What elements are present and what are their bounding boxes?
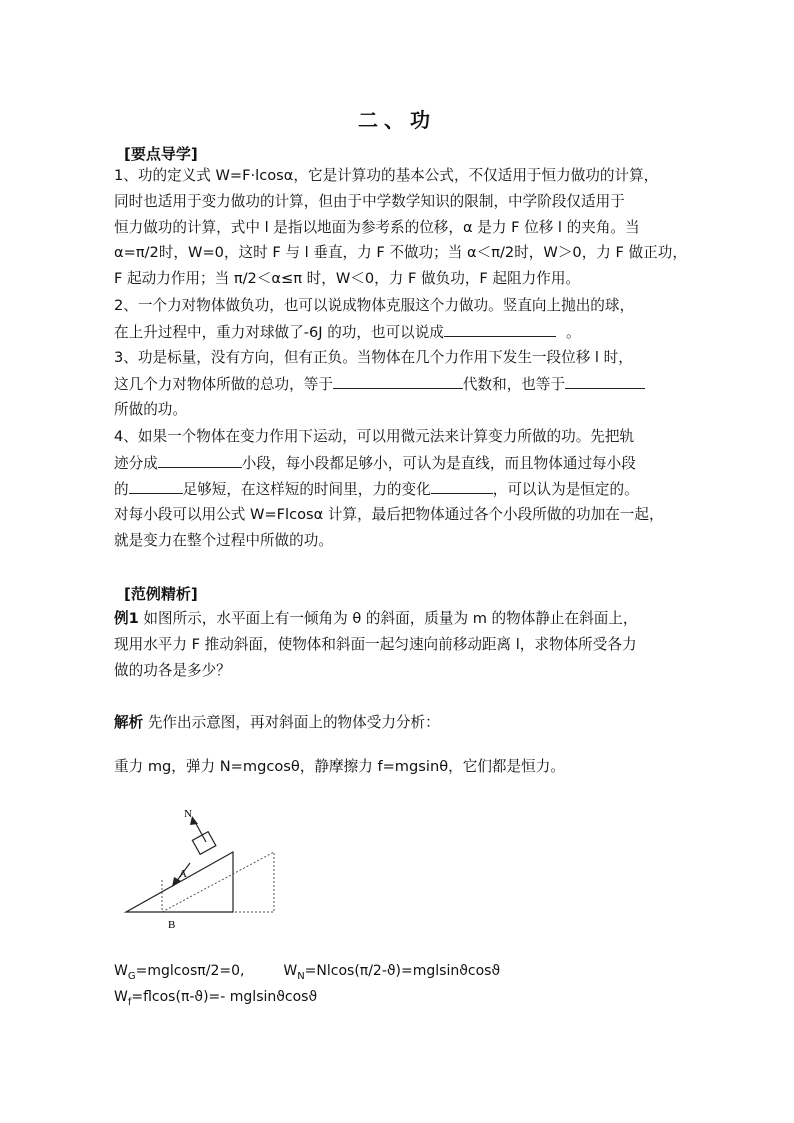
- formula-row-2: [114, 989, 317, 1008]
- guide-text: 在上升过程中，重力对球做了-6J 的功，也可以说成: [114, 324, 444, 341]
- wn-formula: [283, 963, 501, 982]
- formula-subscript: f: [127, 996, 132, 1008]
- guide-text: 代数和，也等于: [462, 376, 566, 393]
- guide-text: 这几个力对物体所做的总功，等于: [114, 376, 333, 393]
- solution-line-1: [114, 713, 440, 733]
- formula-subscript: G: [127, 970, 136, 982]
- guide-text: 小段，每小段都足够小，可认为是直线，而且物体通过每小段: [241, 455, 636, 472]
- guide-line-5: F 起动力作用；当 π/2＜α≤π 时，W＜0，力 F 做负功，F 起阻力作用。: [114, 270, 581, 287]
- guide-text: 足够短，在这样短的时间里，力的变化: [182, 481, 431, 498]
- guide-text: 。: [565, 324, 581, 341]
- example-line-1: [114, 609, 638, 629]
- section-heading-examples: [范例精析]: [124, 585, 198, 603]
- fill-blank[interactable]: [158, 453, 242, 468]
- wg-formula: [114, 963, 245, 982]
- formula-row-1: [114, 963, 500, 982]
- solution-label: 解析: [114, 714, 144, 731]
- guide-line-4: α=π/2时，W=0，这时 F 与 l 垂直，力 F 不做功；当 α＜π/2时，W＞0，力 F 做正功，: [114, 244, 687, 261]
- fill-blank[interactable]: [333, 374, 463, 389]
- formula-symbol: W: [114, 963, 128, 979]
- guide-line-3: 恒力做功的计算，式中 l 是指以地面为参考系的位移，α 是力 F 位移 l 的夹角。当: [114, 219, 640, 236]
- guide-text: 的: [114, 481, 129, 498]
- fill-blank[interactable]: [444, 322, 556, 337]
- example-label: 例1: [114, 610, 139, 627]
- formula-symbol: W: [283, 963, 298, 979]
- wf-formula: [114, 989, 318, 1008]
- example-line-3: 做的功各是多少？: [114, 662, 231, 679]
- guide-text: 迹分成: [114, 455, 158, 472]
- label-B: B: [168, 919, 176, 931]
- solution-text: 先作出示意图，再对斜面上的物体受力分析：: [143, 714, 440, 731]
- guide-line-8: 3、功是标量，没有方向，但有正负。当物体在几个力作用下发生一段位移 l 时，: [114, 349, 633, 366]
- fill-blank[interactable]: [565, 374, 645, 389]
- block: [192, 832, 216, 855]
- formula-symbol: W: [114, 989, 128, 1005]
- guide-line-9: [114, 374, 645, 395]
- guide-line-13: [114, 479, 639, 500]
- page-title: 二、功: [358, 108, 436, 132]
- guide-line-15: 就是变力在整个过程中所做的功。: [114, 532, 333, 549]
- example-text: 如图所示，水平面上有一倾角为 θ 的斜面，质量为 m 的物体静止在斜面上，: [138, 610, 638, 627]
- formula-subscript: N: [297, 970, 305, 982]
- guide-line-7: [114, 322, 581, 343]
- guide-line-12: [114, 453, 636, 474]
- formula-body: =flcos(π-ϑ)=- mglsinϑcosϑ: [131, 989, 318, 1005]
- example-line-2: 现用水平力 F 推动斜面，使物体和斜面一起匀速向前移动距离 l，求物体所受各力: [114, 636, 637, 653]
- guide-line-11: 4、如果一个物体在变力作用下运动，可以用微元法来计算变力所做的功。先把轨: [114, 428, 635, 445]
- label-A: A: [179, 868, 187, 880]
- solution-line-2: 重力 mg，弹力 N=mgcosθ，静摩擦力 f=mgsinθ，它们都是恒力。: [114, 758, 565, 775]
- formula-body: =mglcosπ/2=0,: [135, 963, 245, 979]
- incline-diagram: [118, 802, 288, 932]
- label-N: N: [184, 808, 192, 820]
- fill-blank[interactable]: [431, 479, 493, 494]
- fill-blank[interactable]: [129, 479, 183, 494]
- guide-line-10: 所做的功。: [114, 401, 187, 418]
- guide-text: ，可以认为是恒定的。: [492, 481, 639, 498]
- formula-body: =Nlcos(π/2-ϑ)=mglsinϑcosϑ: [304, 963, 501, 979]
- section-heading-guide: [要点导学]: [124, 145, 198, 163]
- guide-line-1: 1、功的定义式 W=F·lcosα，它是计算功的基本公式，不仅适用于恒力做功的计算，: [114, 167, 659, 184]
- block-on-incline: [192, 832, 216, 855]
- guide-line-14: 对每小段可以用公式 W=Flcosα 计算，最后把物体通过各个小段所做的功加在一起，: [114, 506, 664, 523]
- guide-line-2: 同时也适用于变力做功的计算，但由于中学数学知识的限制，中学阶段仅适用于: [114, 193, 625, 210]
- guide-line-6: 2、一个力对物体做负功，也可以说成物体克服这个力做功。竖直向上抛出的球，: [114, 297, 635, 314]
